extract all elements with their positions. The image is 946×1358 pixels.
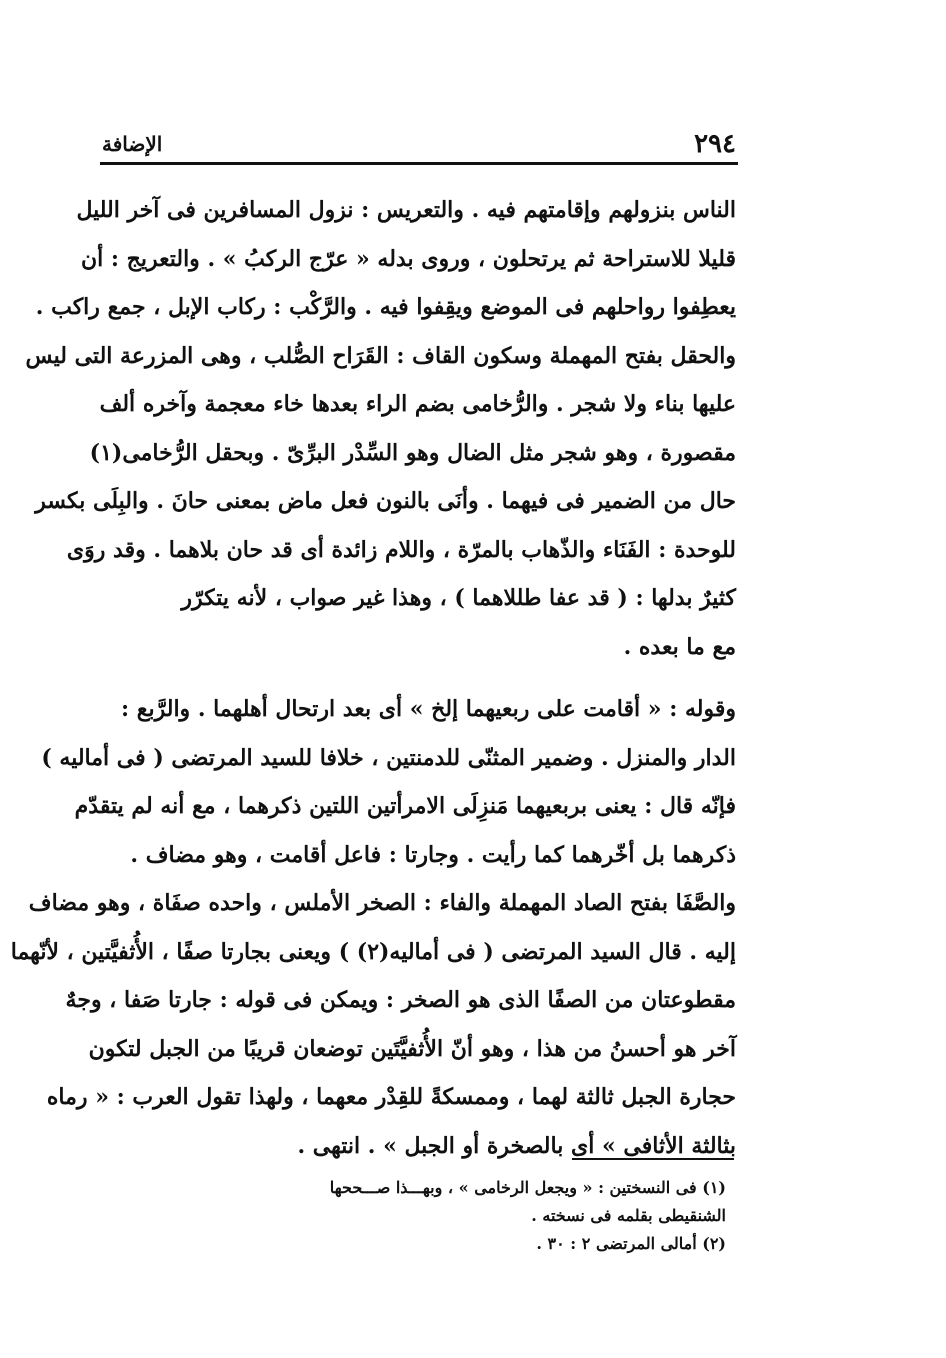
text-line: وقوله : « أقامت على ربعيهما إلخ » أى بعد ارتحال أهلهما . والرَّبع : bbox=[120, 696, 736, 722]
footnote-2: (٢) أمالى المرتضى ٢ : ٣٠ . bbox=[536, 1234, 726, 1253]
header-rule bbox=[100, 162, 738, 165]
text-line: بثالثة الأثافى » أى بالصخرة أو الجبل » . انتهى . bbox=[297, 1132, 736, 1159]
text-line: عليها بناء ولا شجر . والرُّخامى بضم الراء بعدها خاء معجمة وآخره ألف bbox=[99, 391, 736, 417]
page-number: ٢٩٤ bbox=[694, 129, 736, 159]
footnotes bbox=[100, 1174, 726, 1258]
footnote-1-line-1: (١) فى النسختين : « ويجعل الرخامى » ، وبهـــذا صـــححها bbox=[329, 1178, 726, 1197]
text-line: قليلا للاستراحة ثم يرتحلون ، وروى بدله « عرّج الركبُ » . والتعريج : أن bbox=[80, 245, 736, 272]
text-line: الدار والمنزل . وضمير المثنّى للدمنتين ، خلافا للسيد المرتضى ( فى أماليه ) bbox=[41, 744, 736, 771]
text-line: إليه . قال السيد المرتضى ( فى أماليه(٢) ) ويعنى بجارتا صفًا ، الأُثفيَّتين ، لأنّهما bbox=[10, 938, 736, 965]
text-line: والصَّفَا بفتح الصاد المهملة والفاء : الصخر الأملس ، واحده صفَاة ، وهو مضاف bbox=[28, 890, 736, 916]
body-text bbox=[10, 186, 736, 1170]
footnote-1-line-2: الشنقيطى بقلمه فى نسخته . bbox=[531, 1206, 726, 1225]
text-line: مقطوعتان من الصفًا الذى هو الصخر : ويمكن فى قوله : جارتا صَفا ، وجهٌ bbox=[65, 987, 736, 1013]
page-header bbox=[102, 124, 736, 164]
text-line: الناس بنزولهم وإقامتهم فيه . والتعريس : نزول المسافرين فى آخر الليل bbox=[76, 197, 736, 223]
paragraph-1 bbox=[25, 186, 736, 671]
text-line: كثيرٌ بدلها : ( قد عفا طللاهما ) ، وهذا غير صواب ، لأنه يتكرّر bbox=[181, 585, 736, 611]
text-line: مقصورة ، وهو شجر مثل الضال وهو السِّدْر البرِّىّ . وبحقل الرُّخامى(١) bbox=[89, 439, 736, 466]
text-line: والحقل بفتح المهملة وسكون القاف : القَرَاح الصُّلب ، وهى المزرعة التى ليس bbox=[25, 342, 736, 369]
paragraph-2 bbox=[10, 685, 736, 1170]
text-line: مع ما بعده . bbox=[623, 633, 736, 660]
chapter-title: الإضافة bbox=[102, 132, 163, 156]
text-line: فإنّه قال : يعنى بربعيهما مَنزِلَى الامرأتين اللتين ذكرهما ، مع أنه لم يتقدّم bbox=[74, 793, 736, 819]
text-line: آخر هو أحسنُ من هذا ، وهو أنّ الأُثفيَّتَين توضعان قريبًا من الجبل لتكون bbox=[88, 1035, 736, 1062]
text-line: حال من الضمير فى فيهما . وأنَى بالنون فعل ماض بمعنى حانَ . والبِلَى بكسر bbox=[35, 488, 736, 514]
text-line: حجارة الجبل ثالثة لهما ، وممسكةً للقِدْر معهما ، ولهذا تقول العرب : « رماه bbox=[46, 1084, 736, 1110]
text-line: يعطِفوا رواحلهم فى الموضع ويقِفوا فيه . والرَّكْب : ركاب الإبل ، جمع راكب . bbox=[35, 294, 736, 320]
footnote-rule bbox=[572, 1158, 734, 1160]
text-line: للوحدة : الفَنَاء والذّهاب بالمرّة ، واللام زائدة أى قد حان بلاهما . وقد روَى bbox=[66, 536, 736, 563]
text-line: ذكرهما بل أخّرهما كما رأيت . وجارتا : فاعل أقامت ، وهو مضاف . bbox=[130, 841, 736, 868]
paragraph-gap bbox=[100, 671, 736, 685]
